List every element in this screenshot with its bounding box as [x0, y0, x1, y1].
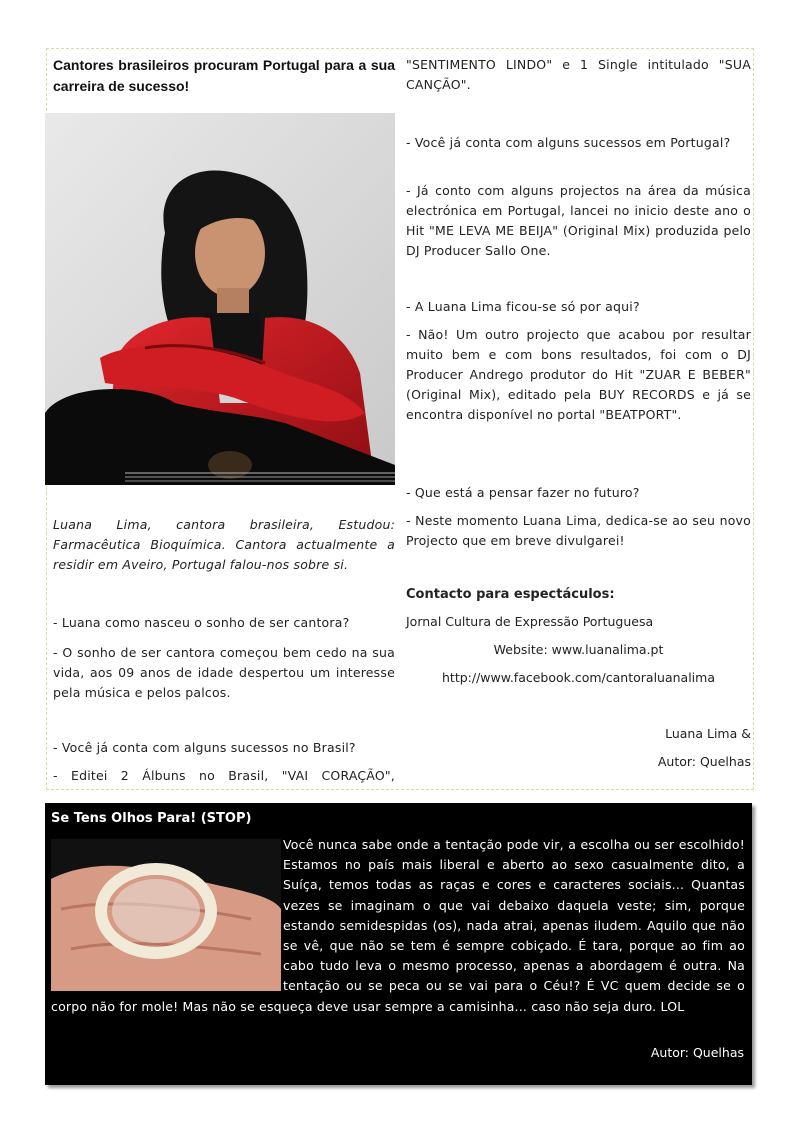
stop-box — [45, 803, 752, 1085]
box-body-text: Você nunca sabe onde a tentação pode vir, a escolha ou ser escolhido! Estamos no país mais liberal e aberto ao sexo casualmente dito, a Suíça, temos todas as raças e cores e caracteres sociais... Quantas vezes se imaginam o que vai debaixo daquela veste; sim, porque estando semidespidas (os), nada atrai, apenas iludem. Aquilo que não se vê, que não se tem é sempre cobiçado. É tara, porque ao fim ao cabo tudo leva o mesmo processo, apenas a abordagem é outra. Na tentação ou se peca ou se vai para o Céu!? É VC quem decide se o corpo não for mole! Mas não se esqueça deve usar sempre a camisinha... caso não seja duro. LOL — [51, 837, 745, 1014]
image-float-spacer — [51, 835, 283, 995]
answer-1: - O sonho de ser cantora começou bem cedo na sua vida, aos 09 anos de idade despertou um interesse pela música e pelos palcos. — [53, 645, 395, 700]
contact-facebook: http://www.facebook.com/cantoraluanalima — [442, 670, 715, 685]
author-line-1: Luana Lima & — [665, 726, 751, 741]
box-title: Se Tens Olhos Para! (STOP) — [51, 811, 252, 826]
answer-3: - Já conto com alguns projectos na área da música electrónica em Portugal, lancei no inicio deste ano o Hit "ME LEVA ME BEIJA" (Original Mix) produzida pelo DJ Producer Sallo One. — [406, 183, 751, 258]
singer-photo — [45, 113, 395, 485]
contact-website: Website: www.luanalima.pt — [493, 642, 664, 657]
question-1: - Luana como nasceu o sonho de ser cantora? — [53, 615, 350, 630]
box-body — [51, 835, 745, 1017]
answer-4: - Não! Um outro projecto que acabou por resultar muito bem e com bons resultados, foi com o DJ Producer Andrego produtor do Hit "ZUAR E BEBER" (Original Mix), editado pela BUY RECORDS e já se encontra disponível no portal "BEATPORT". — [406, 327, 751, 422]
question-3: - Você já conta com alguns sucessos em Portugal? — [406, 135, 731, 150]
article-headline: Cantores brasileiros procuram Portugal para a sua carreira de sucesso! — [53, 57, 395, 94]
question-4: - A Luana Lima ficou-se só por aqui? — [406, 299, 640, 314]
answer-5: - Neste momento Luana Lima, dedica-se ao seu novo Projecto que em breve divulgarei! — [406, 513, 751, 548]
contact-heading: Contacto para espectáculos: — [406, 587, 615, 602]
article-frame — [46, 48, 754, 790]
question-2: - Você já conta com alguns sucessos no Brasil? — [53, 740, 356, 755]
question-5: - Que está a pensar fazer no futuro? — [406, 485, 640, 500]
left-column — [53, 55, 395, 783]
photo-caption: Luana Lima, cantora brasileira, Estudou: Farmacêutica Bioquímica. Cantora actualmente a residir em Aveiro, Portugal falou-nos sobre si. — [53, 517, 395, 572]
box-author: Autor: Quelhas — [650, 1045, 744, 1060]
answer-2-start: - Editei 2 Álbuns no Brasil, "VAI CORAÇÃO", — [53, 768, 395, 783]
author-line-2: Autor: Quelhas — [657, 754, 751, 769]
answer-2-end: "SENTIMENTO LINDO" e 1 Single intitulado "SUA CANÇÃO". — [406, 57, 751, 92]
contact-organization: Jornal Cultura de Expressão Portuguesa — [406, 614, 654, 629]
